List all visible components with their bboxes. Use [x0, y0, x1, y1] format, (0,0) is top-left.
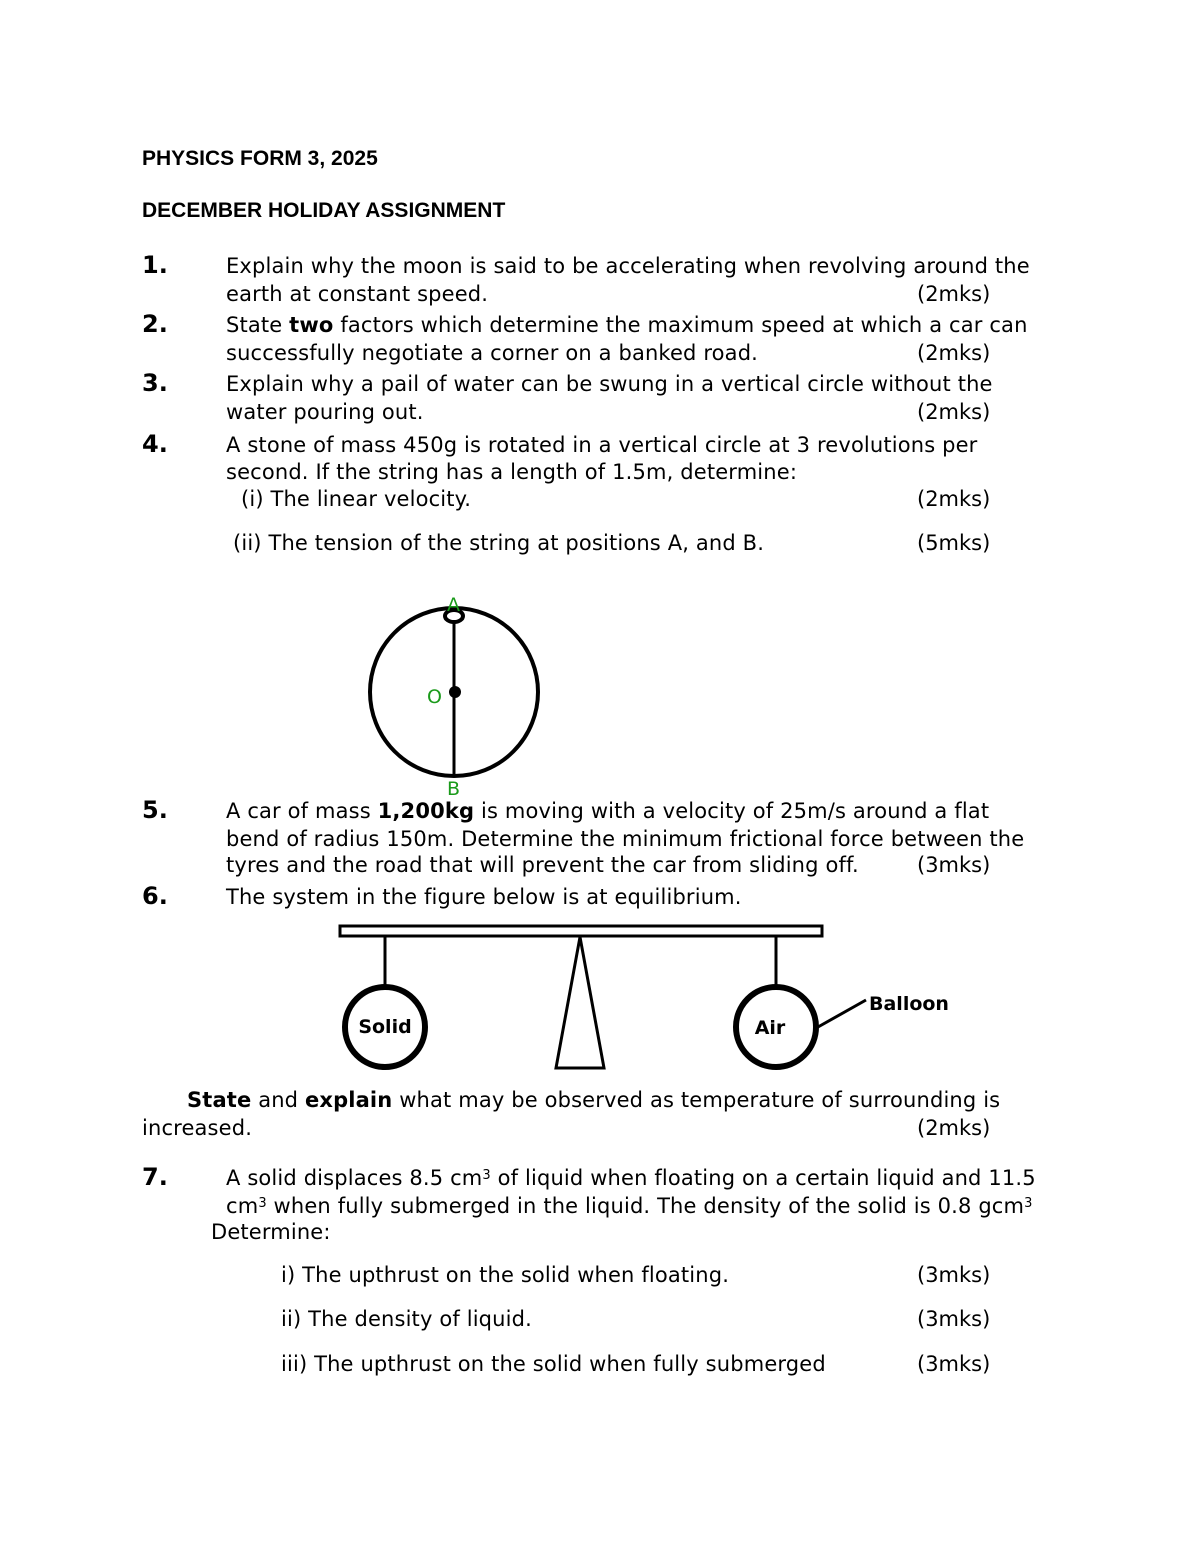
label-a: A: [447, 594, 460, 616]
question-3-line-1: Explain why a pail of water can be swung in a vertical circle without the: [226, 372, 993, 396]
question-2-marks: (2mks): [917, 341, 991, 365]
question-5-line-2: bend of radius 150m. Determine the minimum frictional force between the: [226, 827, 1025, 851]
question-4-line-2: second. If the string has a length of 1.5m, determine:: [226, 460, 798, 484]
label-b: B: [447, 778, 461, 800]
balloon-pointer-line: [818, 1000, 866, 1027]
question-3-number: 3.: [142, 369, 168, 397]
question-7-line-3: Determine:: [211, 1220, 331, 1244]
label-o: O: [427, 686, 442, 708]
balloon-label: Balloon: [869, 993, 949, 1015]
beam: [340, 926, 822, 936]
question-6-line-1: The system in the figure below is at equilibrium.: [226, 885, 742, 909]
question-4-part-ii: (ii) The tension of the string at positions A, and B.: [233, 531, 765, 555]
air-label: Air: [754, 1017, 786, 1039]
question-7-part-i: i) The upthrust on the solid when floating.: [281, 1263, 730, 1287]
question-1-line-2: earth at constant speed.: [226, 282, 489, 306]
question-5-number: 5.: [142, 796, 168, 824]
pivot-fulcrum: [556, 937, 604, 1068]
question-5-line-1: A car of mass 1,200kg is moving with a velocity of 25m/s around a flat: [226, 799, 990, 823]
question-7-part-i-marks: (3mks): [917, 1263, 991, 1287]
question-4-number: 4.: [142, 430, 168, 458]
question-1-line-1: Explain why the moon is said to be accelerating when revolving around the: [226, 254, 1030, 278]
question-6-marks: (2mks): [917, 1116, 991, 1140]
question-7-number: 7.: [142, 1163, 168, 1191]
question-6-prompt: State and explain what may be observed as temperature of surrounding is: [187, 1088, 1001, 1112]
emphasis-mass: 1,200kg: [377, 799, 475, 823]
question-6-number: 6.: [142, 882, 168, 910]
question-4-part-ii-marks: (5mks): [917, 531, 991, 555]
question-3-line-2: water pouring out.: [226, 400, 424, 424]
question-1-number: 1.: [142, 251, 168, 279]
question-7-part-ii-marks: (3mks): [917, 1307, 991, 1331]
question-3-marks: (2mks): [917, 400, 991, 424]
question-2-line-2: successfully negotiate a corner on a banked road.: [226, 341, 759, 365]
question-1-marks: (2mks): [917, 282, 991, 306]
question-4-part-i: (i) The linear velocity.: [241, 487, 472, 511]
solid-label: Solid: [358, 1016, 412, 1038]
question-4-part-i-marks: (2mks): [917, 487, 991, 511]
question-7-part-iii-marks: (3mks): [917, 1352, 991, 1376]
question-4-line-1: A stone of mass 450g is rotated in a vertical circle at 3 revolutions per: [226, 433, 978, 457]
page-title: PHYSICS FORM 3, 2025: [142, 147, 378, 170]
question-7-line-2: $cm^3$ when fully submerged in the liquid. The density of the solid is 0.8 gcm$^3$: [226, 1194, 1033, 1218]
emphasis-two: two: [289, 313, 334, 337]
question-6-prompt-line-2: increased.: [142, 1116, 253, 1140]
question-2-number: 2.: [142, 310, 168, 338]
question-2-line-1: State two factors which determine the maximum speed at which a car can: [226, 313, 1028, 337]
question-7-line-1: A solid displaces 8.5 $cm^3$ of liquid when floating on a certain liquid and 11.5: [226, 1166, 1036, 1190]
assignment-subtitle: DECEMBER HOLIDAY ASSIGNMENT: [142, 199, 506, 222]
question-5-marks: (3mks): [917, 853, 991, 877]
question-7-part-ii: ii) The density of liquid.: [281, 1307, 532, 1331]
question-7-part-iii: iii) The upthrust on the solid when fully submerged: [281, 1352, 826, 1376]
question-5-line-3: tyres and the road that will prevent the car from sliding off.: [226, 853, 859, 877]
